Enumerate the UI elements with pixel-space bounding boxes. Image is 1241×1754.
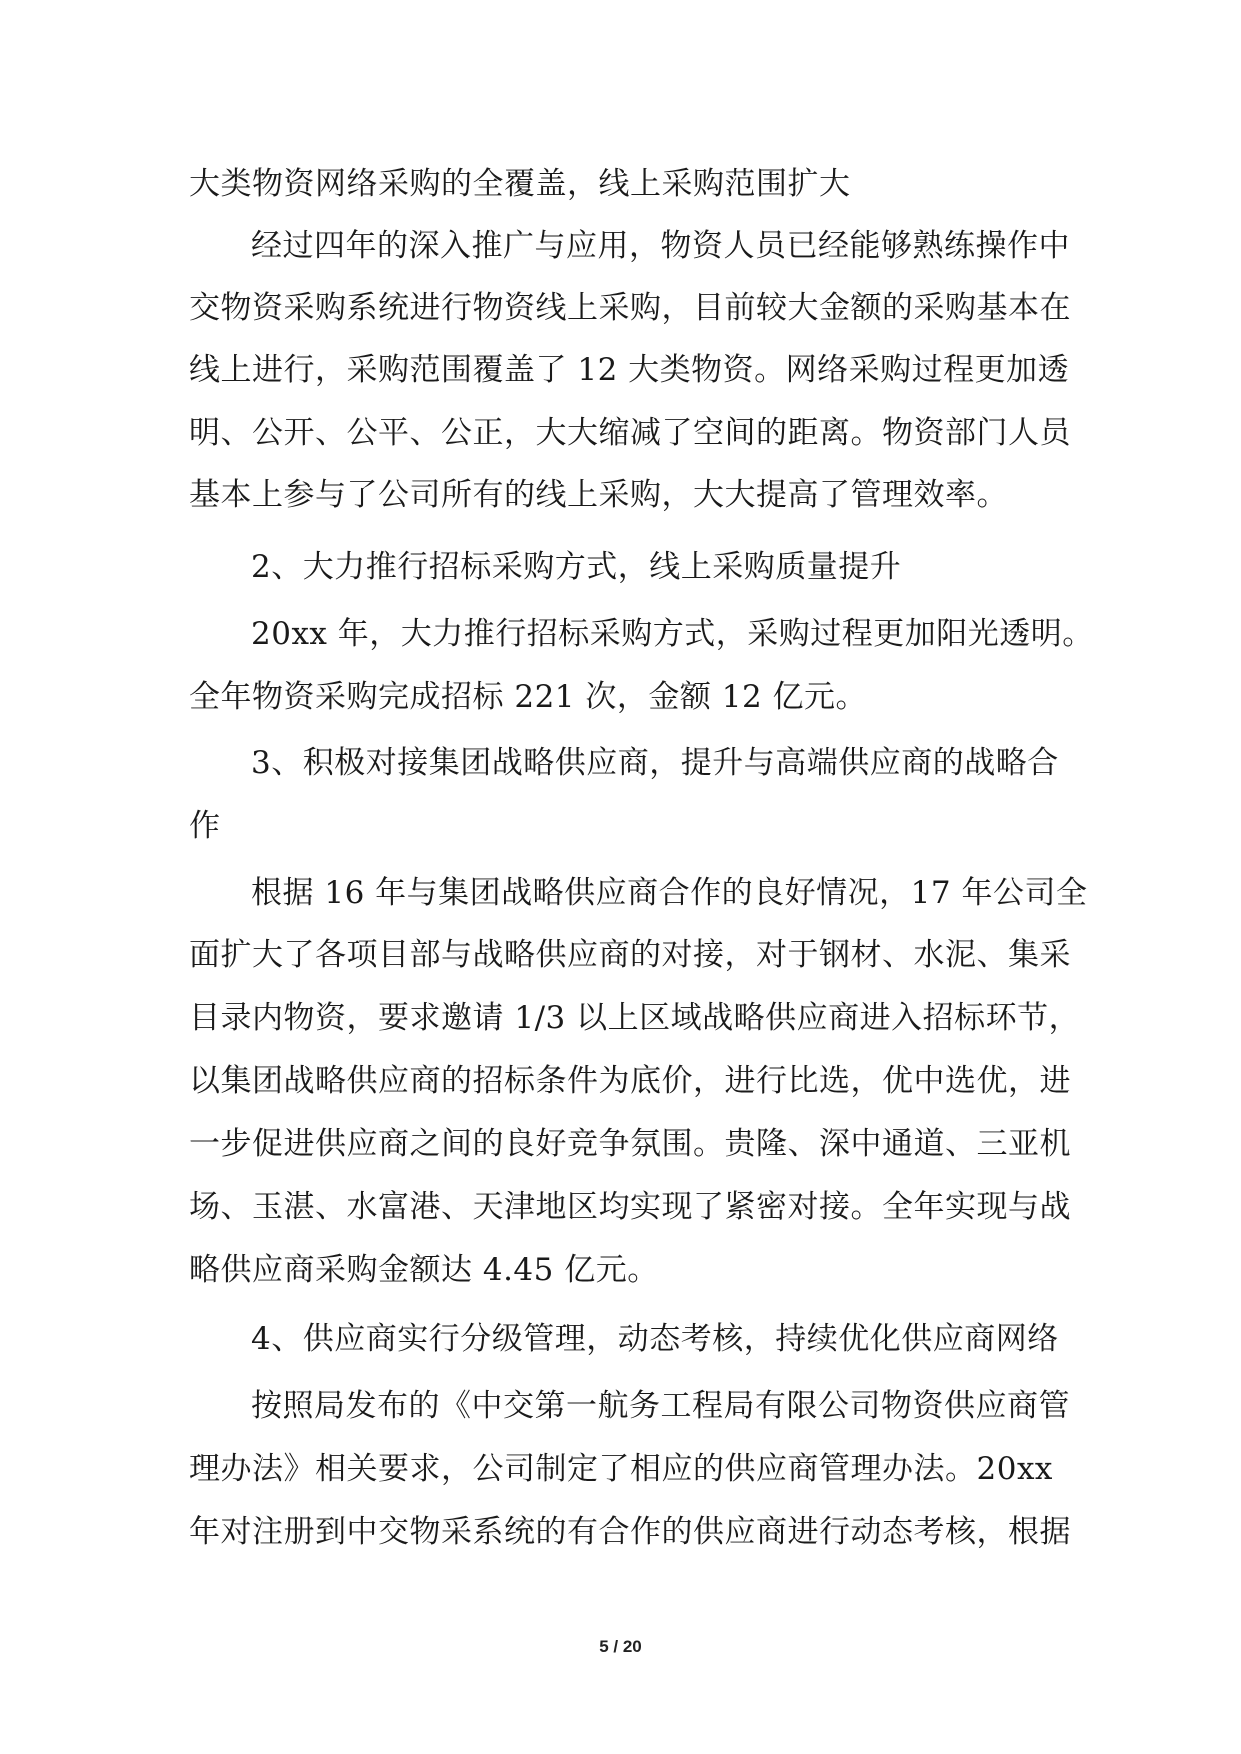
text-line: 基本上参与了公司所有的线上采购，大大提高了管理效率。: [189, 477, 1008, 513]
text-line: 交物资采购系统进行物资线上采购，目前较大金额的采购基本在: [189, 290, 1071, 326]
text-line: 经过四年的深入推广与应用，物资人员已经能够熟练操作中: [251, 228, 1070, 264]
section-heading: 3、积极对接集团战略供应商，提升与高端供应商的战略合: [251, 745, 1059, 781]
text-line: 略供应商采购金额达 4.45 亿元。: [189, 1252, 659, 1288]
text-line: 年对注册到中交物采系统的有合作的供应商进行动态考核，根据: [189, 1514, 1071, 1550]
text-line: 目录内物资，要求邀请 1/3 以上区域战略供应商进入招标环节，: [189, 1000, 1081, 1036]
text-line: 大类物资网络采购的全覆盖，线上采购范围扩大: [189, 166, 851, 202]
text-line: 场、玉湛、水富港、天津地区均实现了紧密对接。全年实现与战: [189, 1189, 1071, 1225]
page-number: 5 / 20: [599, 1637, 642, 1656]
text-line: 明、公开、公平、公正，大大缩减了空间的距离。物资部门人员: [189, 415, 1071, 451]
text-line: 以集团战略供应商的招标条件为底价，进行比选，优中选优，进: [189, 1063, 1071, 1099]
section-heading: 2、大力推行招标采购方式，线上采购质量提升: [251, 549, 902, 585]
text-line: 按照局发布的《中交第一航务工程局有限公司物资供应商管: [251, 1388, 1070, 1424]
text-line: 面扩大了各项目部与战略供应商的对接，对于钢材、水泥、集采: [189, 937, 1071, 973]
text-line: 理办法》相关要求，公司制定了相应的供应商管理办法。20xx: [189, 1451, 1053, 1487]
text-line: 一步促进供应商之间的良好竞争氛围。贵隆、深中通道、三亚机: [189, 1126, 1071, 1162]
text-line: 20xx 年，大力推行招标采购方式，采购过程更加阳光透明。: [251, 616, 1094, 652]
text-line: 线上进行，采购范围覆盖了 12 大类物资。网络采购过程更加透: [189, 352, 1070, 388]
text-line: 全年物资采购完成招标 221 次，金额 12 亿元。: [189, 679, 868, 715]
section-heading: 作: [189, 808, 221, 844]
section-heading: 4、供应商实行分级管理，动态考核，持续优化供应商网络: [251, 1321, 1059, 1357]
text-line: 根据 16 年与集团战略供应商合作的良好情况，17 年公司全: [251, 875, 1088, 911]
